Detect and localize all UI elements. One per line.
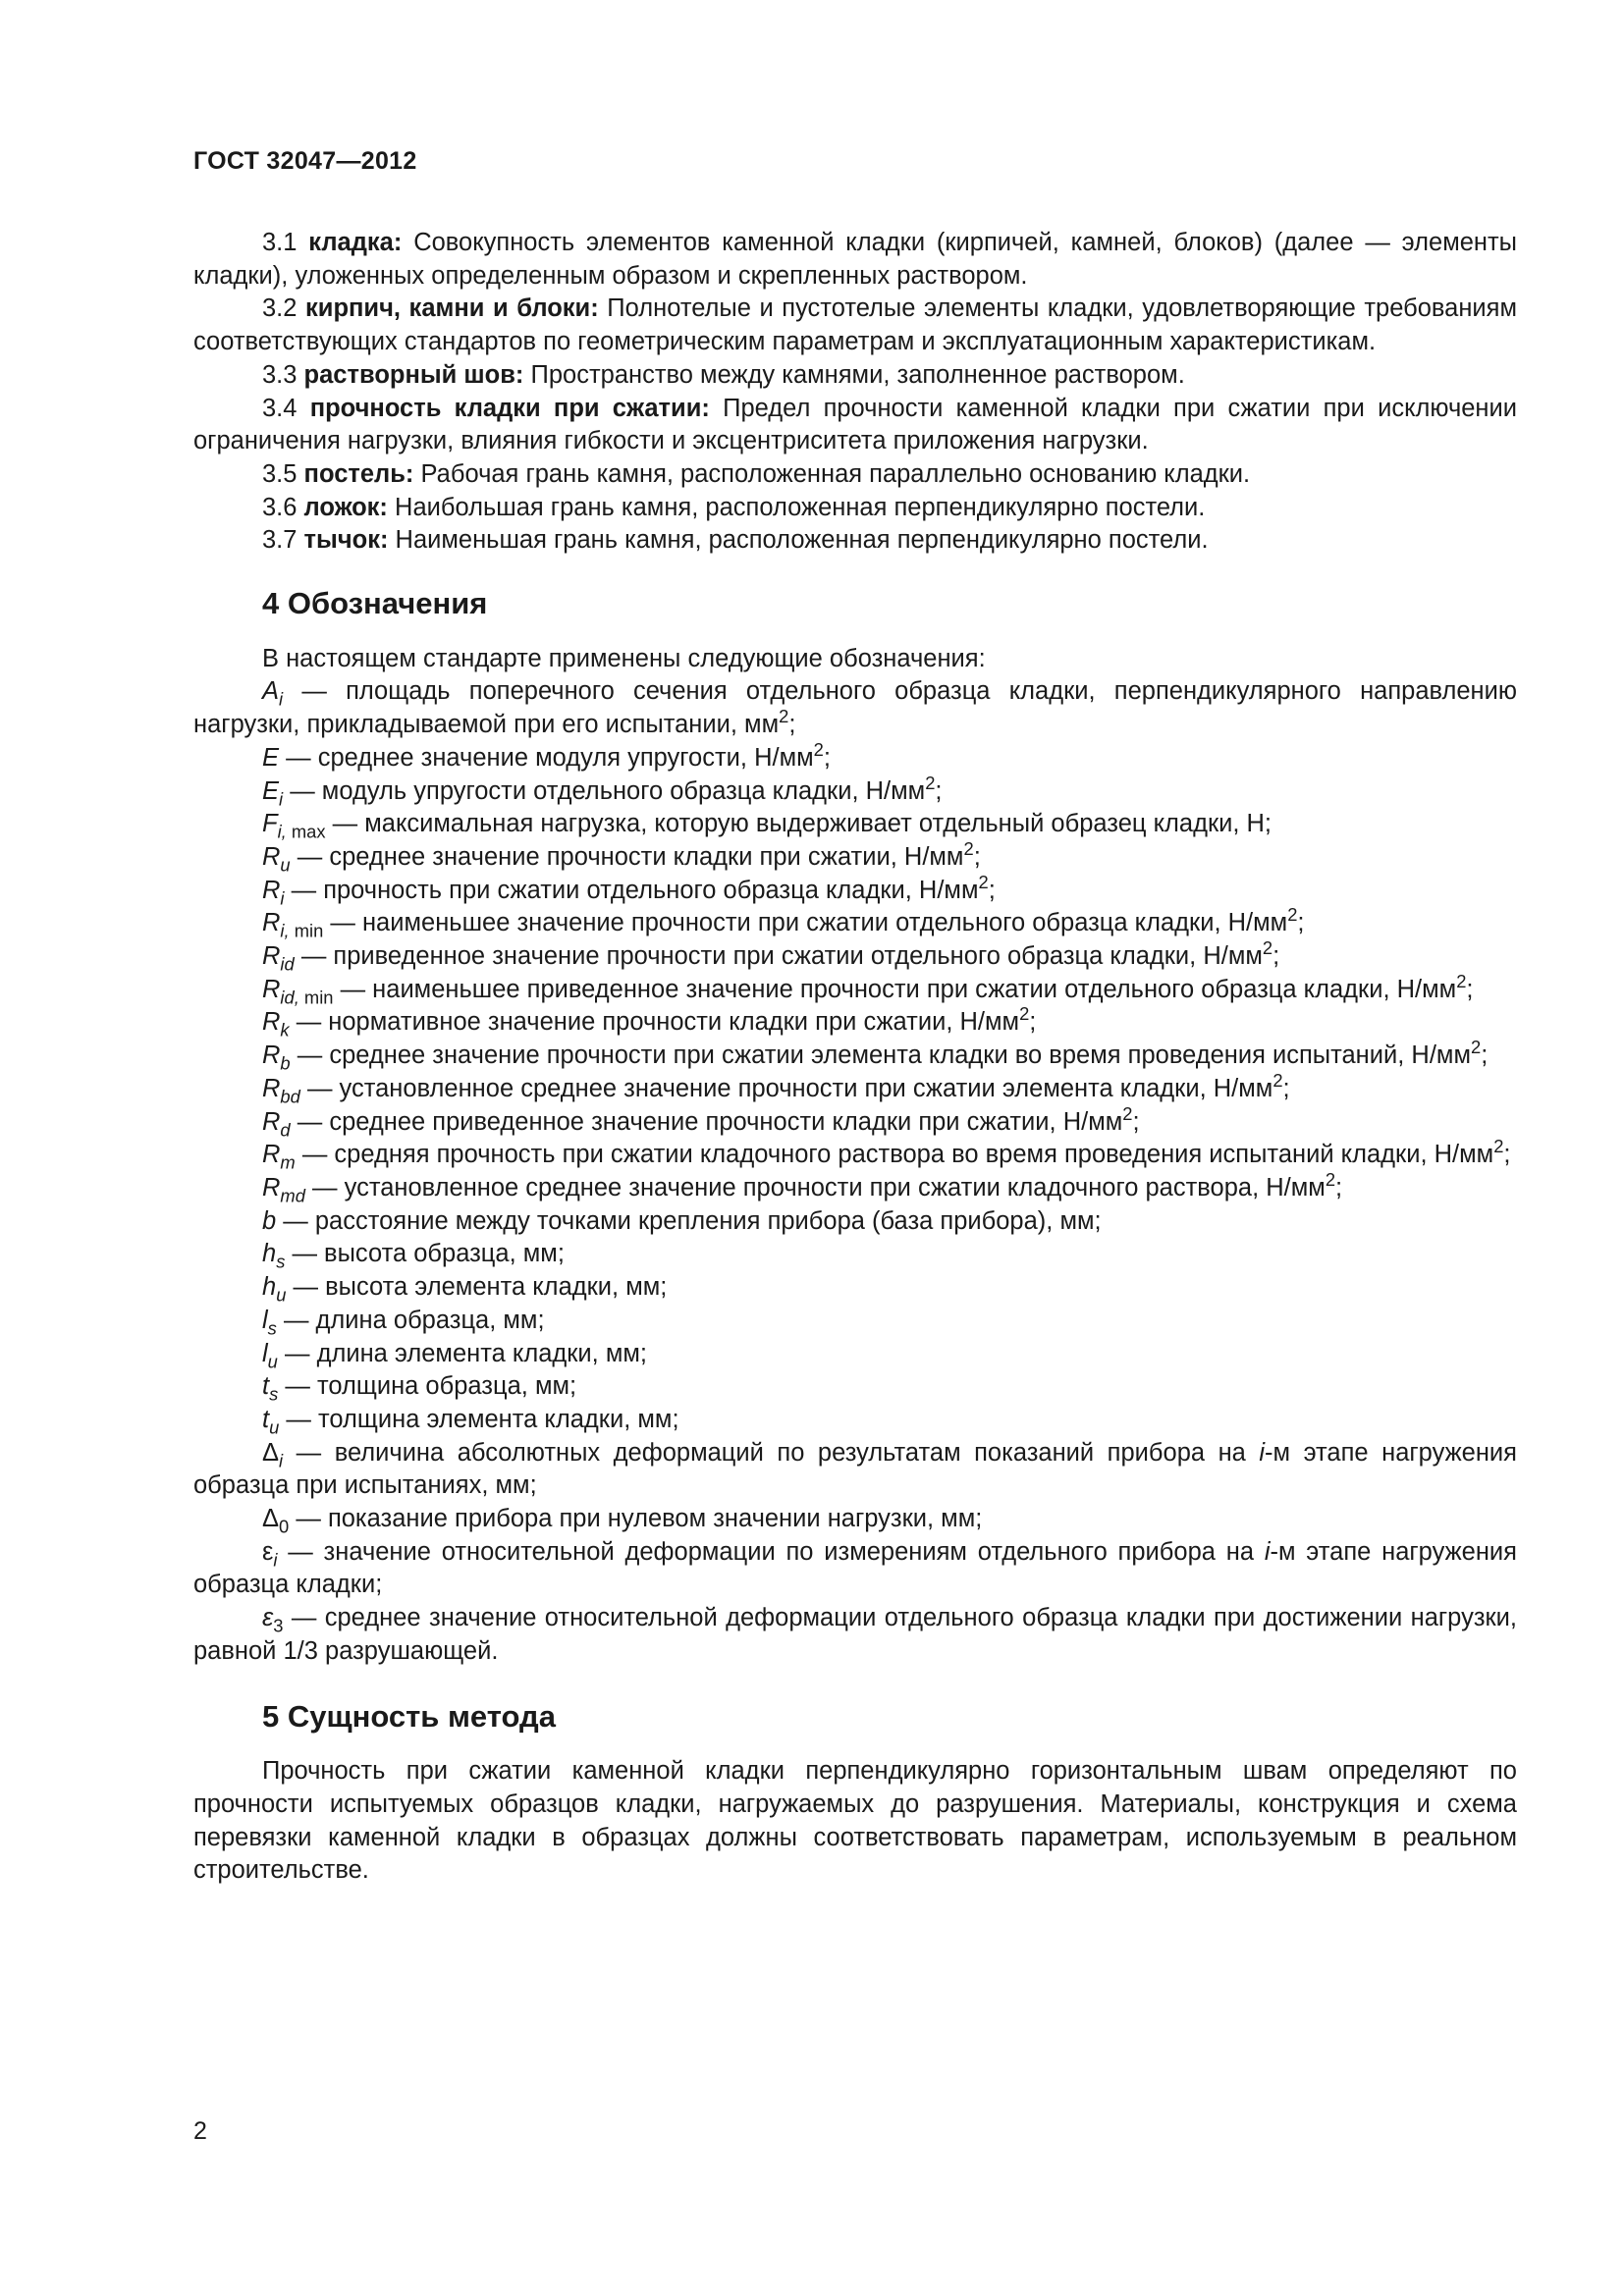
symbol-description: — среднее приведенное значение прочности кладки при сжатии, Н/мм <box>297 1107 1123 1136</box>
symbol-item <box>193 1503 1517 1536</box>
definition-item <box>193 458 1517 492</box>
symbol-description: — значение относительной деформации по измерениям отдельного прибора на <box>288 1537 1255 1566</box>
symbol-subscript-index: 3 <box>273 1615 284 1636</box>
symbol-item <box>193 1370 1517 1404</box>
definition-text: Наибольшая грань камня, расположенная перпендикулярно постели. <box>395 493 1206 521</box>
unit-exponent: 2 <box>1122 1102 1133 1124</box>
symbol: R <box>262 842 281 871</box>
symbol-subscript-index: s <box>267 1317 277 1339</box>
punctuation: ; <box>1132 1107 1140 1136</box>
punctuation: ; <box>1503 1141 1511 1169</box>
symbol-subscript <box>280 1119 290 1140</box>
symbol: Δ <box>262 1438 280 1467</box>
symbol-subscript-index: m <box>280 1151 296 1173</box>
unit-exponent: 2 <box>1272 1069 1283 1091</box>
symbol-subscript-index: bd <box>280 1086 300 1107</box>
symbol-item <box>193 904 1517 941</box>
symbol-subscript-index: u <box>267 1350 278 1371</box>
punctuation: ; <box>935 776 943 805</box>
symbol-subscript-index: i, <box>277 821 287 842</box>
unit-exponent: 2 <box>1287 904 1298 926</box>
symbol-description: — среднее значение прочности при сжатии элемента кладки во время проведения испытаний, Н/мм <box>297 1041 1471 1070</box>
symbol-subscript-index: i <box>273 1549 278 1571</box>
symbol: t <box>262 1372 270 1401</box>
symbol: ε <box>262 1537 274 1566</box>
symbol-item <box>193 1602 1517 1668</box>
symbol-subscript-index: s <box>276 1251 286 1272</box>
symbol-subscript-index: u <box>269 1416 280 1438</box>
definition-term: тычок: <box>303 526 389 555</box>
symbol-description: — среднее значение относительной деформации отдельного образца кладки при достижении нагрузки, равной 1/3 разрушающей. <box>193 1604 1517 1665</box>
symbol-subscript-index: i <box>279 688 284 710</box>
symbol: b <box>262 1206 277 1235</box>
punctuation: ; <box>1466 975 1474 1003</box>
symbol-item <box>193 1305 1517 1338</box>
symbol-subscript-index: i <box>279 787 284 809</box>
symbol-subscript <box>268 1317 277 1338</box>
symbol: R <box>262 909 281 937</box>
section-3-definitions <box>193 227 1517 558</box>
punctuation: ; <box>1297 909 1305 937</box>
definition-number: 3.5 <box>262 459 298 488</box>
symbol-item <box>193 738 1517 775</box>
symbol-item <box>193 1437 1517 1503</box>
definition-text: Совокупность элементов каменной кладки (кирпичей, камней, блоков) (далее — элементы кладки), уложенных определенным образом и скрепленных раствором. <box>193 229 1517 290</box>
unit-exponent: 2 <box>925 772 936 793</box>
symbol-description: — средняя прочность при сжатии кладочного раствора во время проведения испытаний кладки, Н/мм <box>301 1141 1494 1169</box>
punctuation: ; <box>1029 1008 1037 1037</box>
symbol-subscript-index: s <box>269 1383 279 1405</box>
symbol-subscript-index: i <box>280 887 285 909</box>
definition-text: Пространство между камнями, заполненное раствором. <box>530 360 1185 389</box>
unit-exponent: 2 <box>1456 970 1467 991</box>
symbol-description: — наименьшее значение прочности при сжатии отдельного образца кладки, Н/мм <box>330 909 1288 937</box>
definition-text: Наименьшая грань камня, расположенная перпендикулярно постели. <box>395 526 1209 555</box>
symbol-subscript <box>276 1285 286 1306</box>
symbol-subscript <box>280 1020 289 1041</box>
section-4-symbols <box>193 675 1517 1668</box>
symbol-subscript <box>280 921 323 941</box>
section-5-text: Прочность при сжатии каменной кладки перпендикулярно горизонтальным швам определяют по прочности испытуемых образцов кладки, нагружаемых до разрушения. Материалы, конструкция и схема перевязки каменной кладки в образцах должны соответствовать параметрам, используемым в реальном строительстве. <box>193 1757 1517 1885</box>
symbol: R <box>262 975 281 1003</box>
symbol-description: — максимальная нагрузка, которую выдерживает отдельный образец кладки, Н; <box>332 810 1272 838</box>
symbol-subscript-index: d <box>280 1119 291 1140</box>
symbol: R <box>262 1008 281 1037</box>
symbol-description: — величина абсолютных деформаций по результатам показаний прибора на <box>296 1438 1246 1467</box>
page-number: 2 <box>193 2117 207 2145</box>
symbol-item <box>193 970 1517 1008</box>
unit-exponent: 2 <box>779 706 789 727</box>
punctuation: ; <box>1272 942 1280 971</box>
symbol: R <box>262 942 281 971</box>
unit-exponent: 2 <box>963 837 974 859</box>
symbol-subscript <box>280 987 333 1007</box>
symbol-subscript <box>280 1053 290 1074</box>
symbol-description: — расстояние между точками крепления прибора (база прибора), мм; <box>283 1206 1102 1235</box>
symbol-subscript-index: i <box>279 1450 284 1471</box>
symbol-description-index: i <box>1264 1537 1271 1566</box>
section-4-intro: В настоящем стандарте применены следующие обозначения: <box>262 644 986 672</box>
symbol-item <box>193 871 1517 909</box>
symbol-item <box>193 772 1517 809</box>
symbol-item <box>193 837 1517 876</box>
symbol-subscript <box>273 1549 277 1570</box>
symbol-item <box>193 1205 1517 1239</box>
definition-text: Рабочая грань камня, расположенная параллельно основанию кладки. <box>420 459 1251 488</box>
symbol-subscript-index: 0 <box>279 1516 290 1537</box>
symbol-subscript-index: u <box>276 1284 287 1306</box>
symbol-subscript-index: k <box>280 1019 290 1041</box>
symbol-description: — толщина образца, мм; <box>285 1372 577 1401</box>
symbol-subscript <box>279 788 283 809</box>
symbol-item <box>193 1069 1517 1107</box>
punctuation: ; <box>1335 1173 1343 1201</box>
unit-exponent: 2 <box>1262 936 1273 958</box>
definition-term: кирпич, камни и блоки: <box>305 294 599 323</box>
symbol-description: — площадь поперечного сечения отдельного образца кладки, перпендикулярного направлению нагрузки, прикладываемой при его испытании, мм <box>193 677 1517 739</box>
unit-exponent: 2 <box>813 738 824 760</box>
unit-exponent: 2 <box>1019 1003 1030 1025</box>
punctuation: ; <box>823 743 831 772</box>
symbol-description: — длина элемента кладки, мм; <box>284 1339 647 1367</box>
definition-item <box>193 524 1517 558</box>
document-header: ГОСТ 32047—2012 <box>193 147 417 175</box>
symbol-description: — среднее значение прочности кладки при сжатии, Н/мм <box>297 842 964 871</box>
symbol-description: — высота элемента кладки, мм; <box>293 1273 668 1302</box>
symbol: ε <box>262 1604 274 1632</box>
definition-term: прочность кладки при сжатии: <box>309 394 710 422</box>
symbol-subscript <box>278 822 326 842</box>
definition-item <box>193 492 1517 525</box>
definition-number: 3.4 <box>262 394 298 422</box>
symbol-subscript <box>269 1416 279 1437</box>
symbol: R <box>262 1107 281 1136</box>
symbol-subscript <box>279 1516 289 1536</box>
symbol-description: — наименьшее приведенное значение прочности при сжатии отдельного образца кладки, Н/мм <box>340 975 1457 1003</box>
symbol-item <box>193 1238 1517 1271</box>
unit-exponent: 2 <box>1471 1037 1482 1058</box>
symbol-description: — прочность при сжатии отдельного образца кладки, Н/мм <box>291 876 979 904</box>
definition-item <box>193 359 1517 393</box>
symbol: R <box>262 1041 281 1070</box>
symbol-description: — среднее значение модуля упругости, Н/мм <box>286 743 814 772</box>
symbol: l <box>262 1339 268 1367</box>
symbol: l <box>262 1306 268 1334</box>
punctuation: ; <box>973 842 981 871</box>
symbol-subscript <box>280 887 284 908</box>
symbol-item <box>193 1003 1517 1041</box>
definition-term: постель: <box>303 459 414 488</box>
document-body <box>193 227 1517 1888</box>
symbol-subscript <box>280 1185 305 1205</box>
symbol: E <box>262 776 280 805</box>
section-5-heading: 5 Сущность метода <box>262 1698 556 1734</box>
punctuation: ; <box>1282 1074 1290 1102</box>
definition-number: 3.3 <box>262 360 298 389</box>
symbol-item <box>193 808 1517 841</box>
symbol-subscript-index: i, <box>280 920 290 941</box>
symbol-description: — высота образца, мм; <box>292 1240 565 1268</box>
symbol-subscript <box>280 854 290 875</box>
symbol-item <box>193 1136 1517 1173</box>
definition-item <box>193 227 1517 293</box>
symbol-subscript-index: id, <box>280 987 299 1008</box>
symbol-subscript-suffix: min <box>298 987 334 1008</box>
definition-text: Полнотелые и пустотелые элементы кладки, удовлетворяющие требованиям соответствующих стандартов по геометрическим параметрам и эксплуатационным характеристикам. <box>193 294 1517 356</box>
symbol-description-index: i <box>1259 1438 1266 1467</box>
symbol-item <box>193 1536 1517 1602</box>
definition-item <box>193 393 1517 458</box>
symbol-item <box>193 1102 1517 1140</box>
symbol: h <box>262 1273 277 1302</box>
symbol-subscript-index: id <box>280 953 295 975</box>
symbol-description: — показание прибора при нулевом значении нагрузки, мм; <box>296 1505 983 1533</box>
symbol-item <box>193 1271 1517 1305</box>
symbol-description: — установленное среднее значение прочности при сжатии элемента кладки, Н/мм <box>306 1074 1273 1102</box>
symbol-subscript-index: md <box>280 1185 305 1206</box>
unit-exponent: 2 <box>978 871 989 892</box>
section-4-heading: 4 Обозначения <box>262 586 488 621</box>
definition-term: ложок: <box>303 493 388 521</box>
symbol-subscript <box>273 1616 283 1636</box>
symbol: t <box>262 1405 270 1433</box>
symbol-subscript <box>279 689 283 710</box>
symbol: h <box>262 1240 277 1268</box>
symbol-description: — установленное среднее значение прочности при сжатии кладочного раствора, Н/мм <box>312 1173 1326 1201</box>
definition-number: 3.6 <box>262 493 298 521</box>
symbol-description: — нормативное значение прочности кладки при сжатии, Н/мм <box>296 1008 1020 1037</box>
symbol: Δ <box>262 1505 280 1533</box>
symbol-item <box>193 1037 1517 1074</box>
symbol-subscript-suffix: min <box>289 920 324 941</box>
symbol: R <box>262 1141 281 1169</box>
definition-item <box>193 293 1517 358</box>
definition-term: растворный шов: <box>303 360 524 389</box>
symbol-subscript <box>276 1252 285 1272</box>
symbol-description-cont: -м этапе нагружения образца кладки; <box>193 1537 1517 1599</box>
symbol-item <box>193 1404 1517 1437</box>
symbol-subscript <box>280 1152 295 1173</box>
symbol: R <box>262 1173 281 1201</box>
symbol-description: — длина образца, мм; <box>283 1306 545 1334</box>
definition-number: 3.2 <box>262 294 298 323</box>
unit-exponent: 2 <box>1493 1136 1504 1157</box>
definition-number: 3.7 <box>262 526 298 555</box>
unit-exponent: 2 <box>1325 1168 1336 1190</box>
symbol: F <box>262 810 278 838</box>
symbol-item <box>193 1168 1517 1206</box>
symbol-item <box>193 1338 1517 1371</box>
symbol-description: — приведенное значение прочности при сжатии отдельного образца кладки, Н/мм <box>300 942 1263 971</box>
definition-term: кладка: <box>308 229 403 256</box>
symbol-subscript <box>269 1384 278 1405</box>
symbol-description-cont: -м этапе нагружения образца при испытаниях, мм; <box>193 1438 1517 1500</box>
symbol-description: — модуль упругости отдельного образца кладки, Н/мм <box>290 776 926 805</box>
symbol-subscript-index: u <box>280 854 291 876</box>
punctuation: ; <box>1481 1041 1489 1070</box>
symbol: E <box>262 743 280 772</box>
symbol-description: — толщина элемента кладки, мм; <box>286 1405 679 1433</box>
symbol: A <box>262 677 280 706</box>
punctuation: ; <box>988 876 996 904</box>
symbol-subscript <box>268 1351 278 1371</box>
symbol: R <box>262 876 281 904</box>
punctuation: ; <box>788 711 796 739</box>
symbol-subscript <box>280 953 294 974</box>
definition-number: 3.1 <box>262 229 298 256</box>
symbol-item <box>193 675 1517 741</box>
symbol-subscript <box>279 1450 283 1470</box>
symbol-subscript-suffix: max <box>286 821 326 842</box>
symbol-subscript <box>280 1086 299 1106</box>
definition-text: Предел прочности каменной кладки при сжатии при исключении ограничения нагрузки, влияния гибкости и эксцентриситета приложения нагрузки. <box>193 394 1517 455</box>
symbol-item <box>193 936 1517 975</box>
symbol: R <box>262 1074 281 1102</box>
symbol-subscript-index: b <box>280 1052 291 1074</box>
